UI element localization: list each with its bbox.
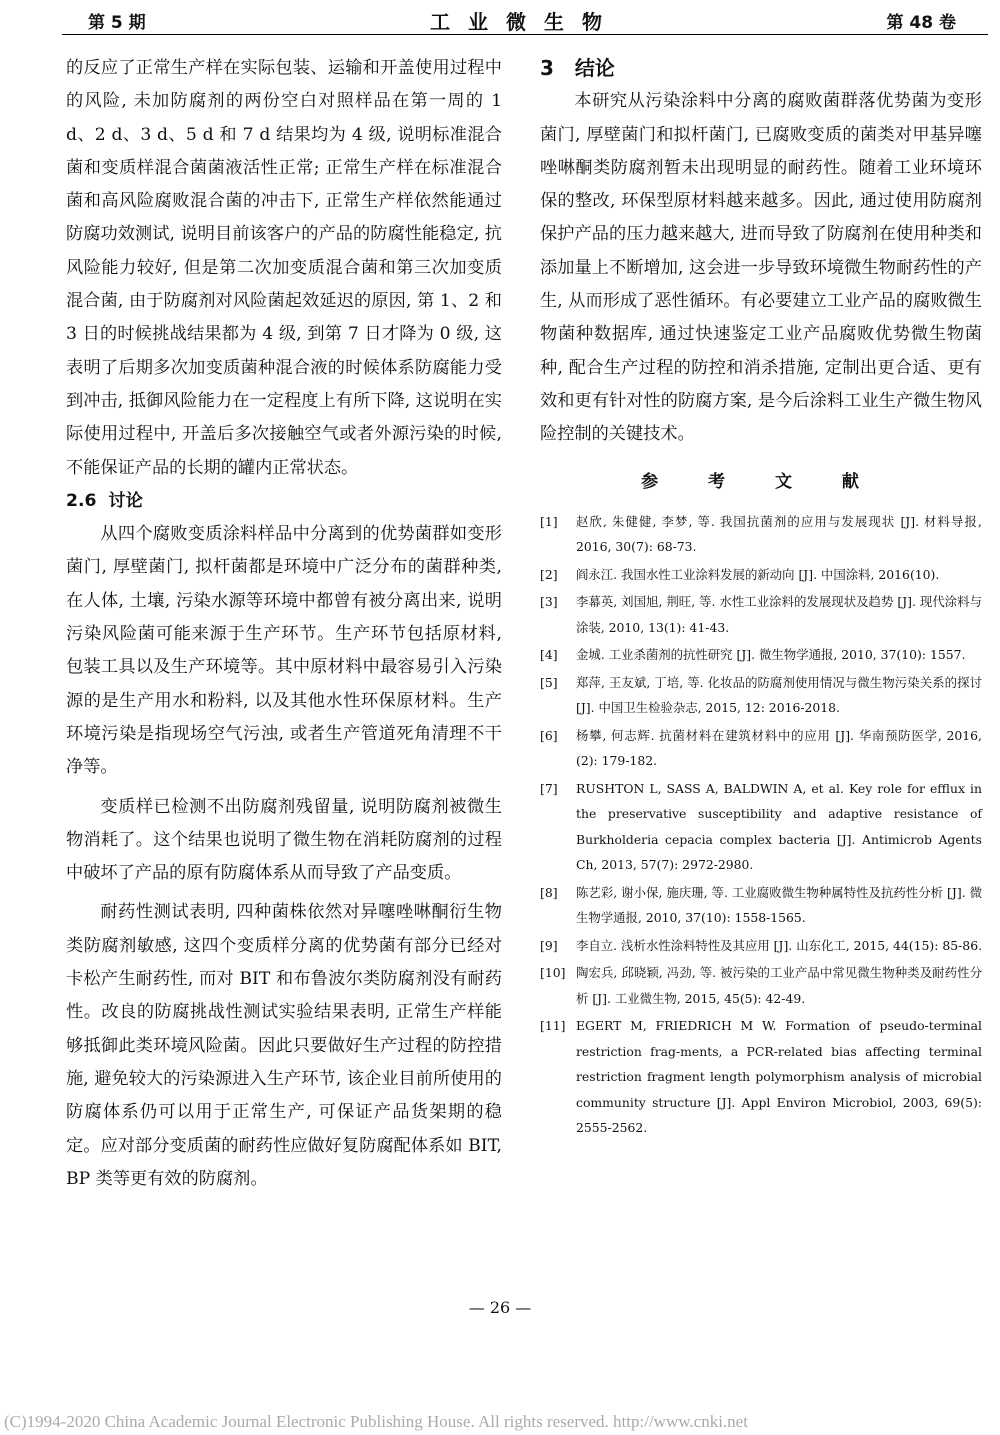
reference-item — [540, 960, 982, 1011]
reference-number: [8] — [540, 884, 558, 900]
section-title: 结论 — [574, 56, 615, 80]
reference-text: 杨攀, 何志辉. 抗菌材料在建筑材料中的应用 [J]. 华南预防医学, 2016, (2): 179-182. — [576, 727, 982, 769]
references-heading: 参 考 文 献 — [641, 471, 881, 492]
reference-number: [3] — [540, 594, 558, 610]
right-column — [540, 52, 982, 1143]
running-header — [62, 6, 988, 32]
issue-number: 第 5 期 — [88, 13, 146, 33]
reference-text: EGERT M, FRIEDRICH M W. Formation of pseudo-terminal restriction frag-ments, a PCR-related bias affecting terminal restriction fragment length polymorphism analysis of microbial community structure [J]. Appl Environ Microbiol, 2003, 69(5): 2555-2562. — [576, 1018, 982, 1136]
section-number: 2.6 — [66, 490, 97, 511]
reference-number: [11] — [540, 1018, 566, 1034]
reference-text: 阎永江. 我国水性工业涂料发展的新动向 [J]. 中国涂料, 2016(10). — [576, 566, 940, 582]
journal-name: 工业微生物 — [430, 10, 620, 34]
reference-number: [9] — [540, 937, 558, 953]
left-column — [66, 52, 502, 1196]
reference-item — [540, 562, 982, 588]
section-number: 3 — [540, 56, 554, 80]
reference-number: [6] — [540, 727, 558, 743]
section-title: 讨论 — [108, 490, 143, 511]
reference-text: RUSHTON L, SASS A, BALDWIN A, et al. Key role for efflux in the preservative susceptibility and adaptive resistance of Burkholderia cepacia complex bacteria [J]. Antimicrob Agents Ch, 2013, 57(7): 2972-2980. — [576, 780, 982, 873]
reference-text: 李幕英, 刘国旭, 荆旺, 等. 水性工业涂料的发展现状及趋势 [J]. 现代涂料与涂装, 2010, 13(1): 41-43. — [576, 594, 982, 635]
paragraph-discussion-1: 从四个腐败变质涂料样品中分离到的优势菌群如变形菌门, 厚壁菌门, 拟杆菌都是环境中广泛分布的菌群种类, 在人体, 土壤, 污染水源等环境中都曾有被分离出来, 说明污染风险菌可能来源于生产环节。生产环节包括原材料, 包装工具以及生产环境等。其中原材料中最容易引入污染源的是生产用水和粉料, 以及其他水性环保原材料。生产环境污染是指现场空气污浊, 或者生产管道死角清理不干净等。 — [66, 524, 502, 778]
reference-item — [540, 589, 982, 640]
reference-number: [5] — [540, 674, 558, 690]
reference-number: [10] — [540, 965, 566, 981]
section-heading-2-6 — [66, 485, 502, 518]
paragraph-results-continued: 的反应了正常生产样在实际包装、运输和开盖使用过程中的风险, 未加防腐剂的两份空白对照样品在第一周的 1 d、2 d、3 d、5 d 和 7 d 结果均为 4 级, 说明标准混合菌和变质样混合菌菌液活性正常; 正常生产样在标准混合菌和高风险腐败混合菌的冲击下, 正常生产样依然能通过防腐功效测试, 说明目前该客户的产品的防腐性能稳定, 抗风险能力较好, 但是第二次加变质混合菌和第三次加变质混合菌, 由于防腐剂对风险菌起效延迟的原因, 第 1、2 和 3 日的时候挑战结果都为 4 级, 到第 7 日才降为 0 级, 这表明了后期多次加变质菌种混合液的时候体系防腐能力受到冲击, 抵御风险能力在一定程度上有所下降, 这说明在实际使用过程中, 开盖后多次接触空气或者外源污染的时候, 不能保证产品的长期的罐内正常状态。 — [66, 58, 502, 478]
reference-item — [540, 776, 982, 878]
reference-item — [540, 1013, 982, 1141]
reference-text: 陶宏兵, 邱晓颖, 冯劲, 等. 被污染的工业产品中常见微生物种类及耐药性分析 [J]. 工业微生物, 2015, 45(5): 42-49. — [576, 965, 982, 1006]
reference-number: [1] — [540, 513, 558, 529]
volume-number: 第 48 卷 — [886, 13, 956, 33]
reference-number: [7] — [540, 780, 558, 796]
page-number: — 26 — — [468, 1298, 532, 1317]
reference-item — [540, 880, 982, 931]
paragraph-discussion-2: 变质样已检测不出防腐剂残留量, 说明防腐剂被微生物消耗了。这个结果也说明了微生物在消耗防腐剂的过程中破坏了产品的原有防腐体系从而导致了产品变质。 — [66, 796, 502, 884]
paragraph-conclusion: 本研究从污染涂料中分离的腐败菌群落优势菌为变形菌门, 厚壁菌门和拟杆菌门, 已腐败变质的菌类对甲基异噻唑啉酮类防腐剂暂未出现明显的耐药性。随着工业环境环保的整改, 环保型原材料越来越多。因此, 通过使用防腐剂保护产品的压力越来越大, 进而导致了防腐剂在使用种类和添加量上不断增加, 这会进一步导致环境微生物耐药性的产生, 从而形成了恶性循环。有必要建立工业产品的腐败微生物菌种数据库, 通过快速鉴定工业产品腐败优势微生物菌种, 配合生产过程的防控和消杀措施, 定制出更合适、更有效和更有针对性的防腐方案, 是今后涂料工业生产微生物风险控制的关键技术。 — [540, 91, 982, 445]
header-rule — [62, 34, 988, 35]
reference-text: 赵欣, 朱健健, 李梦, 等. 我国抗菌剂的应用与发展现状 [J]. 材料导报, 2016, 30(7): 68-73. — [576, 513, 982, 555]
reference-number: [4] — [540, 647, 558, 663]
reference-text: 李自立. 浅析水性涂料特性及其应用 [J]. 山东化工, 2015, 44(15): 85-86. — [576, 937, 983, 953]
reference-text: 陈艺彩, 谢小保, 施庆珊, 等. 工业腐败微生物种属特性及抗药性分析 [J]. 微生物学通报, 2010, 37(10): 1558-1565. — [576, 884, 982, 926]
reference-item — [540, 642, 982, 668]
reference-text: 金城. 工业杀菌剂的抗性研究 [J]. 微生物学通报, 2010, 37(10): 1557. — [576, 647, 966, 663]
reference-list — [540, 509, 982, 1141]
reference-number: [2] — [540, 566, 558, 582]
copyright-footer: (C)1994-2020 China Academic Journal Electronic Publishing House. All rights reserved. http://www.cnki.net — [4, 1412, 748, 1431]
reference-text: 郑萍, 王友斌, 丁培, 等. 化妆品的防腐剂使用情况与微生物污染关系的探讨 [J]. 中国卫生检验杂志, 2015, 12: 2016-2018. — [576, 674, 982, 716]
reference-item — [540, 670, 982, 721]
reference-item — [540, 933, 982, 959]
reference-item — [540, 509, 982, 560]
paragraph-discussion-3: 耐药性测试表明, 四种菌株依然对异噻唑啉酮衍生物类防腐剂敏感, 这四个变质样分离的优势菌有部分已经对卡松产生耐药性, 而对 BIT 和布鲁波尔类防腐剂没有耐药性。改良的防腐挑战性测试实验结果表明, 正常生产样能够抵御此类环境风险菌。因此只要做好生产过程的防控措施, 避免较大的污染源进入生产环节, 该企业目前所使用的防腐体系仍可以用于正常生产, 可保证产品货架期的稳定。应对部分变质菌的耐药性应做好复防腐配体系如 BIT, BP 类等更有效的防腐剂。 — [66, 902, 502, 1189]
reference-item — [540, 723, 982, 774]
section-heading-3 — [540, 52, 982, 85]
